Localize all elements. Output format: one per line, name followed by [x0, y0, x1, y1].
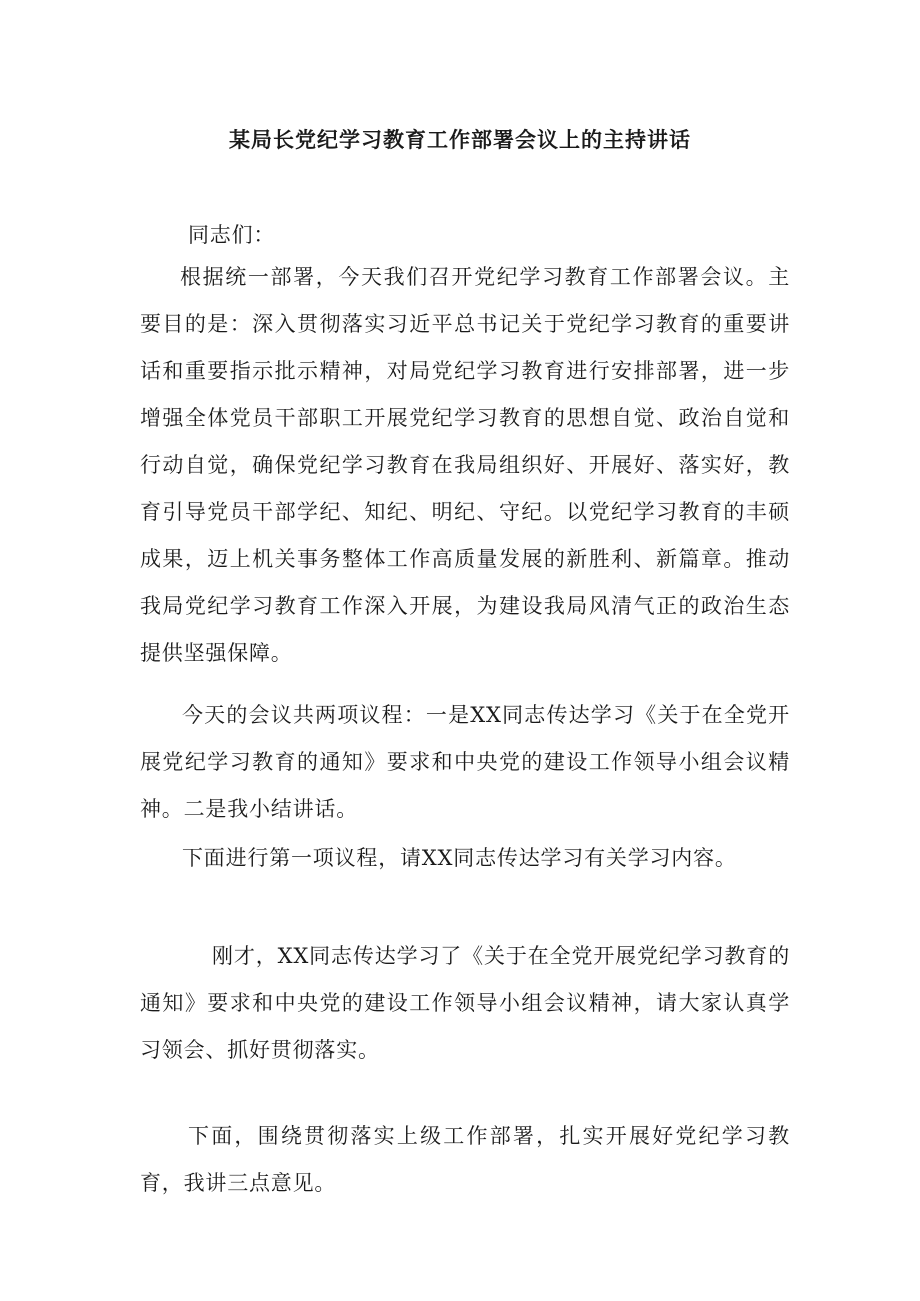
- document-title: 某局长党纪学习教育工作部署会议上的主持讲话: [229, 127, 691, 152]
- paragraph-purpose: 根据统一部署，今天我们召开党纪学习教育工作部署会议。主要目的是：深入贯彻落实习近平总书记关于党纪学习教育的重要讲话和重要指示批示精神，对局党纪学习教育进行安排部署，进一步增强全体党员干部职工开展党纪学习教育的思想自觉、政治自觉和行动自觉，确保党纪学习教育在我局组织好、开展好、落实好，教育引导党员干部学纪、知纪、明纪、守纪。以党纪学习教育的丰硕成果，迈上机关事务整体工作高质量发展的新胜利、新篇章。推动我局党纪学习教育工作深入开展，为建设我局风清气正的政治生态提供坚强保障。: [140, 265, 790, 665]
- paragraph-agenda: 今天的会议共两项议程：一是XX同志传达学习《关于在全党开展党纪学习教育的通知》要求和中央党的建设工作领导小组会议精神。二是我小结讲话。: [140, 703, 790, 821]
- salutation: 同志们：: [188, 223, 276, 247]
- paragraph-summary: 刚才，XX同志传达学习了《关于在全党开展党纪学习教育的通知》要求和中央党的建设工作领导小组会议精神，请大家认真学习领会、抓好贯彻落实。: [140, 944, 790, 1062]
- paragraph-three-points: 下面，围绕贯彻落实上级工作部署，扎实开展好党纪学习教育，我讲三点意见。: [140, 1124, 790, 1195]
- paragraph-first-item: 下面进行第一项议程，请XX同志传达学习有关学习内容。: [182, 846, 737, 870]
